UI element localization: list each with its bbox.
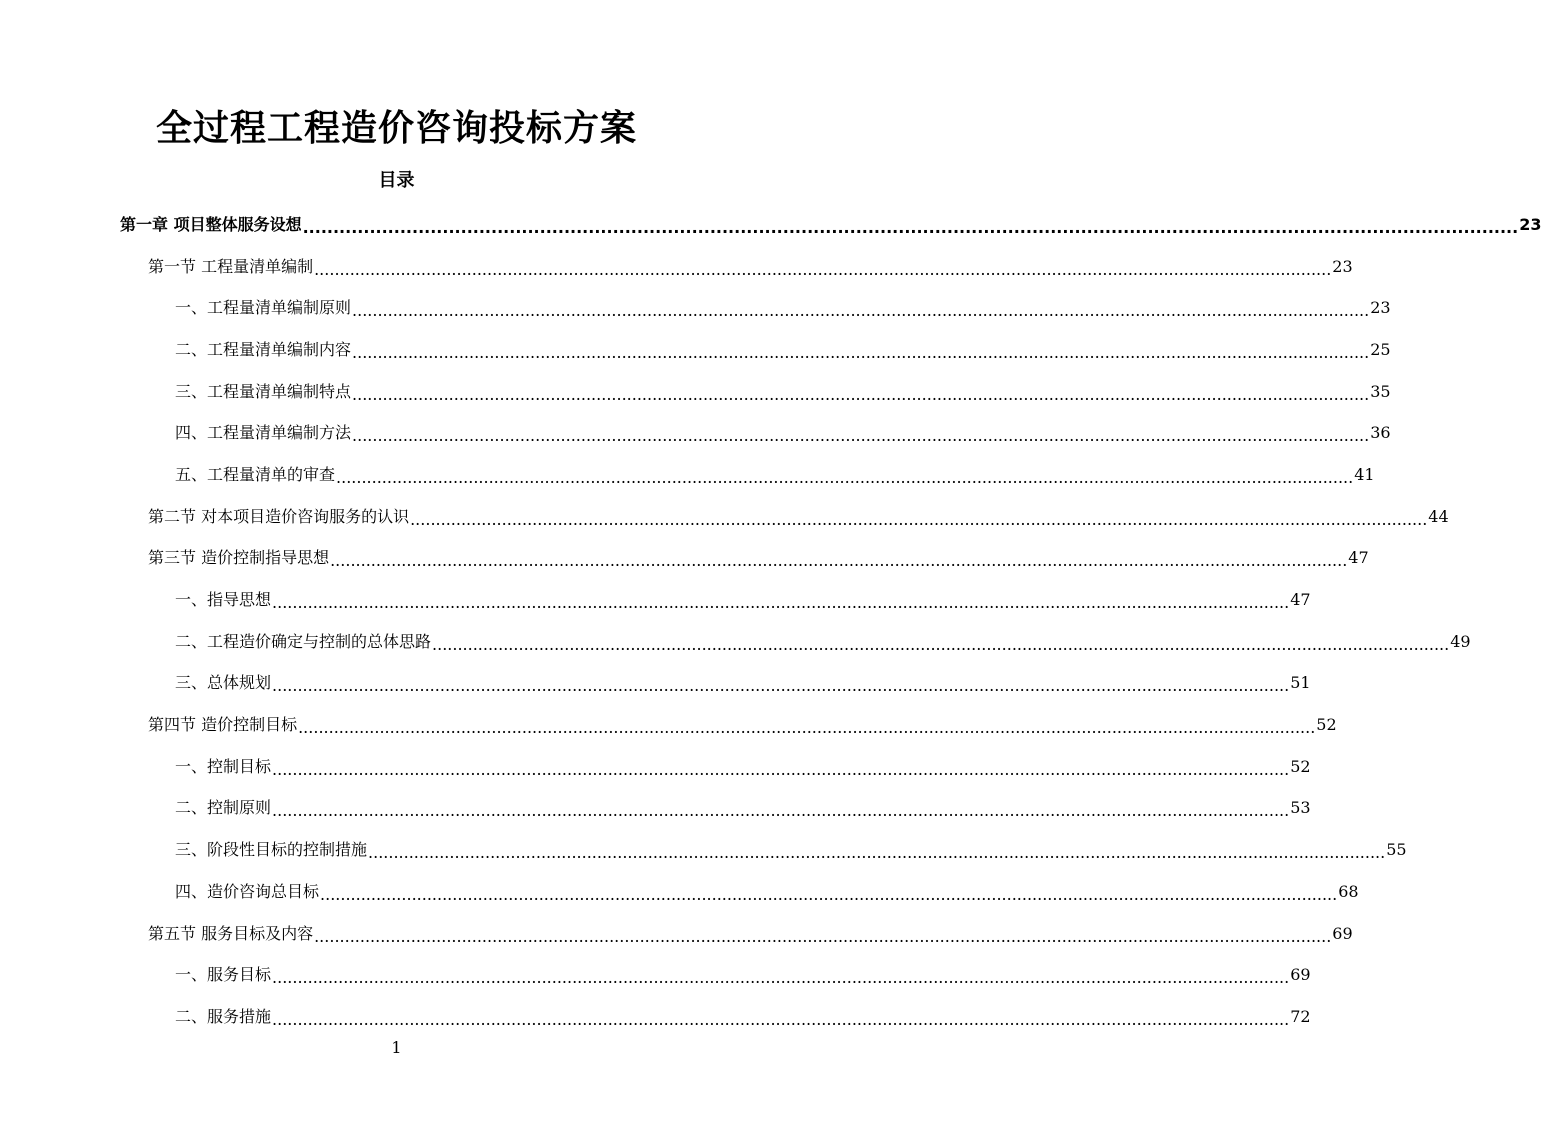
toc-dot-leader: ........................................................................................................................................................................................................ (336, 467, 1354, 487)
toc-entry-page: 23 (1519, 214, 1541, 234)
toc-dot-leader: ........................................................................................................................................................................................................ (352, 426, 1370, 446)
toc-entry-text: 第四节 造价控制目标 (148, 715, 298, 735)
toc-entry[interactable] (0, 412, 1391, 454)
toc-entry[interactable] (0, 454, 1375, 496)
toc-entry-text: 四、造价咨询总目标 (175, 881, 320, 901)
toc-entry-text: 第一章 项目整体服务设想 (120, 214, 302, 234)
toc-dot-leader: ........................................................................................................................................................................................................ (272, 593, 1290, 613)
toc-entry[interactable] (0, 246, 1353, 288)
toc-entry-text: 一、控制目标 (175, 756, 272, 776)
toc-entry-page: 25 (1370, 339, 1391, 359)
toc-dot-leader: ........................................................................................................................................................................................................ (272, 1009, 1290, 1029)
toc-entry-page: 68 (1338, 881, 1359, 901)
toc-entry[interactable] (0, 746, 1311, 788)
toc-entry-page: 47 (1290, 590, 1311, 610)
toc-entry-page: 36 (1370, 423, 1391, 443)
toc-entry[interactable] (0, 621, 1471, 663)
toc-heading: 目录 (378, 170, 415, 191)
toc-dot-leader: ........................................................................................................................................................................................................ (272, 968, 1290, 988)
toc-entry-page: 69 (1332, 923, 1353, 943)
toc-entry-page: 52 (1316, 715, 1337, 735)
toc-entry[interactable] (0, 287, 1391, 329)
toc-dot-leader: ........................................................................................................................................................................................................ (352, 384, 1370, 404)
toc-entry-page: 49 (1450, 631, 1471, 651)
toc-dot-leader: ........................................................................................................................................................................................................ (314, 259, 1332, 279)
toc-entry-page: 47 (1348, 548, 1369, 568)
page-number: 1 (391, 1038, 402, 1057)
toc-entry-page: 53 (1290, 798, 1311, 818)
document-title: 全过程工程造价咨询投标方案 (155, 108, 637, 149)
toc-dot-leader: ........................................................................................................................................................................................................ (330, 551, 1348, 571)
toc-entry[interactable] (0, 371, 1391, 413)
toc-entry[interactable] (0, 204, 1541, 246)
toc-entry-text: 第一节 工程量清单编制 (148, 256, 314, 276)
toc-dot-leader: ........................................................................................................................................................................................................ (272, 801, 1290, 821)
toc-dot-leader: ........................................................................................................................................................................................................ (272, 676, 1290, 696)
toc-dot-leader: ........................................................................................................................................................................................................ (314, 926, 1332, 946)
toc-entry-page: 44 (1428, 506, 1449, 526)
toc-dot-leader: ........................................................................................................................................................................................................ (432, 634, 1450, 654)
toc-entry-text: 三、工程量清单编制特点 (175, 381, 352, 401)
toc-dot-leader: ........................................................................................................................................................................................................ (320, 884, 1338, 904)
toc-entry-page: 72 (1290, 1006, 1311, 1026)
toc-entry[interactable] (0, 329, 1391, 371)
toc-entry-text: 二、工程量清单编制内容 (175, 339, 352, 359)
toc-entry-text: 五、工程量清单的审查 (175, 464, 336, 484)
toc-entry-page: 51 (1290, 673, 1311, 693)
toc-dot-leader: ........................................................................................................................................................................................................ (410, 509, 1428, 529)
toc-entry[interactable] (0, 829, 1407, 871)
toc-entry-text: 三、总体规划 (175, 673, 272, 693)
toc-dot-leader: ........................................................................................................................................................................................................ (352, 301, 1370, 321)
toc-entry-text: 二、工程造价确定与控制的总体思路 (175, 631, 432, 651)
toc-entry-page: 41 (1354, 464, 1375, 484)
toc-entry-text: 二、控制原则 (175, 798, 272, 818)
toc-entry[interactable] (0, 704, 1337, 746)
toc-entry[interactable] (0, 788, 1311, 830)
toc-dot-leader: ........................................................................................................................................................................................................ (368, 843, 1386, 863)
toc-entry-text: 一、服务目标 (175, 965, 272, 985)
toc-entry-page: 55 (1386, 840, 1407, 860)
toc-entry-page: 23 (1370, 298, 1391, 318)
toc-entry[interactable] (0, 579, 1311, 621)
toc-entry[interactable] (0, 496, 1449, 538)
toc-entry-page: 35 (1370, 381, 1391, 401)
toc-entry[interactable] (0, 954, 1311, 996)
toc-entry-text: 第三节 造价控制指导思想 (148, 548, 330, 568)
toc-entry[interactable] (0, 871, 1359, 913)
toc-entry-text: 一、工程量清单编制原则 (175, 298, 352, 318)
toc-entry-text: 一、指导思想 (175, 590, 272, 610)
toc-entry-page: 52 (1290, 756, 1311, 776)
toc-entry[interactable] (0, 913, 1353, 955)
toc-entry[interactable] (0, 538, 1369, 580)
toc-entry-text: 三、阶段性目标的控制措施 (175, 840, 368, 860)
toc-entry-text: 第五节 服务目标及内容 (148, 923, 314, 943)
toc-entry-page: 23 (1332, 256, 1353, 276)
toc-entry-text: 四、工程量清单编制方法 (175, 423, 352, 443)
toc-entry-text: 二、服务措施 (175, 1006, 272, 1026)
toc-dot-leader: ........................................................................................................................................................................................................ (298, 718, 1316, 738)
toc-dot-leader: ........................................................................................................................................................................................................ (352, 342, 1370, 362)
toc-dot-leader: ........................................................................................................................................................................................................ (272, 759, 1290, 779)
toc-entry[interactable] (0, 663, 1311, 705)
toc-entry-page: 69 (1290, 965, 1311, 985)
table-of-contents (0, 204, 1541, 1038)
toc-entry[interactable] (0, 996, 1311, 1038)
toc-entry-text: 第二节 对本项目造价咨询服务的认识 (148, 506, 410, 526)
toc-dot-leader: ........................................................................................................................................................................................................ (302, 217, 1519, 237)
